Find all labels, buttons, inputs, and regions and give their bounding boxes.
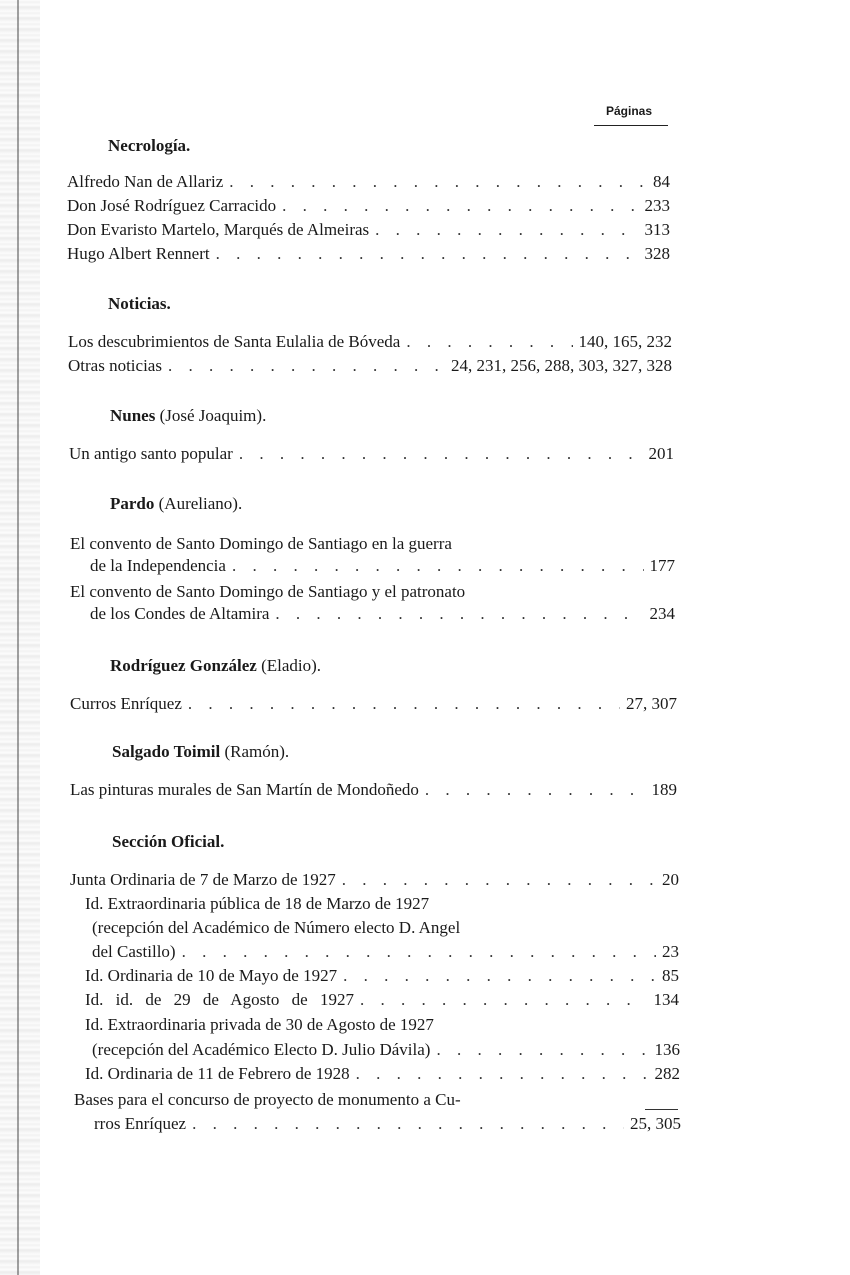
leader-dots xyxy=(425,780,646,800)
entry-title: Don Evaristo Martelo, Marqués de Almeiras xyxy=(67,220,370,239)
leader-dots xyxy=(239,444,643,464)
author-forename: (Eladio). xyxy=(261,656,322,675)
entry-title-line: Bases para el concurso de proyecto de monumento a Cu- xyxy=(74,1090,461,1109)
index-entry xyxy=(68,356,672,380)
entry-pages: 140, 165, 232 xyxy=(578,332,672,351)
section-heading-noticias xyxy=(108,294,171,314)
entry-pages: 233 xyxy=(644,196,670,215)
entry-pages: 282 xyxy=(654,1064,680,1083)
index-entry xyxy=(94,1114,681,1138)
author-heading-nunes xyxy=(110,406,266,426)
entry-title: Curros Enríquez xyxy=(70,694,182,713)
leader-dots xyxy=(343,966,656,986)
leader-dots xyxy=(229,172,647,192)
entry-pages: 24, 231, 256, 288, 303, 327, 328 xyxy=(451,356,672,375)
entry-title: de la Independencia xyxy=(90,556,226,575)
entry-pages: 328 xyxy=(644,244,670,263)
index-entry xyxy=(90,604,675,628)
heading-text: Sección Oficial. xyxy=(112,832,225,851)
entry-pages: 136 xyxy=(654,1040,680,1059)
entry-title: Alfredo Nan de Allariz xyxy=(67,172,224,191)
entry-title: rros Enríquez xyxy=(94,1114,187,1133)
index-entry xyxy=(69,444,674,468)
index-entry xyxy=(67,220,670,244)
index-entry xyxy=(90,556,675,580)
author-heading-rodriguez xyxy=(110,656,321,676)
paginas-rule xyxy=(594,125,668,126)
entry-title: Junta Ordinaria de 7 de Marzo de 1927 xyxy=(70,870,336,889)
index-entry xyxy=(70,694,677,718)
index-entry xyxy=(67,172,670,196)
author-name: Pardo xyxy=(110,494,155,513)
index-entry xyxy=(85,990,679,1014)
entry-pages: 84 xyxy=(653,172,670,191)
index-entry xyxy=(92,1040,680,1064)
entry-title: Id. id. de 29 de Agosto de 1927 xyxy=(85,990,354,1009)
leader-dots xyxy=(342,870,656,890)
index-entry xyxy=(70,870,679,894)
author-heading-salgado xyxy=(112,742,289,762)
entry-pages: 25, 305 xyxy=(630,1114,681,1133)
entry-pages: 23 xyxy=(662,942,679,961)
leader-dots xyxy=(275,604,643,624)
entry-title-line: (recepción del Académico de Número electo D. Angel xyxy=(92,918,461,937)
author-forename: (Aureliano). xyxy=(158,494,243,513)
paginas-header: Páginas xyxy=(605,104,653,118)
leader-dots xyxy=(168,356,445,376)
entry-title: Un antigo santo popular xyxy=(69,444,233,463)
leader-dots xyxy=(188,694,620,714)
entry-pages: 27, 307 xyxy=(626,694,677,713)
leader-dots xyxy=(216,244,639,264)
author-forename: (Ramón). xyxy=(224,742,290,761)
entry-title-line: Id. Extraordinaria pública de 18 de Marzo de 1927 xyxy=(85,894,430,913)
entry-pages: 20 xyxy=(662,870,679,889)
author-name: Rodríguez González xyxy=(110,656,257,675)
entry-title: Hugo Albert Rennert xyxy=(67,244,210,263)
entry-title: Los descubrimientos de Santa Eulalia de Bóveda xyxy=(68,332,401,351)
heading-text: Necrología. xyxy=(108,136,191,155)
index-entry xyxy=(67,244,670,268)
section-heading-seccion-oficial xyxy=(112,832,224,852)
leader-dots xyxy=(375,220,638,240)
index-entry xyxy=(70,780,677,804)
index-entry xyxy=(85,966,679,990)
entry-title-line: El convento de Santo Domingo de Santiago en la guerra xyxy=(70,534,452,553)
entry-pages: 189 xyxy=(651,780,677,799)
section-heading-necrologia xyxy=(108,136,190,156)
entry-pages: 177 xyxy=(649,556,675,575)
author-heading-pardo xyxy=(110,494,242,514)
author-name: Nunes xyxy=(110,406,156,425)
entry-title: Id. Ordinaria de 11 de Febrero de 1928 xyxy=(85,1064,350,1083)
heading-text: Noticias. xyxy=(108,294,171,313)
entry-title: (recepción del Académico Electo D. Julio Dávila) xyxy=(92,1040,431,1059)
leader-dots xyxy=(436,1040,648,1060)
entry-title-line: Id. Extraordinaria privada de 30 de Agosto de 1927 xyxy=(85,1015,434,1034)
entry-pages: 313 xyxy=(644,220,670,239)
binding-edge xyxy=(0,0,40,1275)
entry-title: Don José Rodríguez Carracido xyxy=(67,196,277,215)
entry-pages: 85 xyxy=(662,966,679,985)
entry-title: del Castillo) xyxy=(92,942,176,961)
leader-dots xyxy=(360,990,648,1010)
leader-dots xyxy=(232,556,644,576)
binding-line xyxy=(17,0,19,1275)
leader-dots xyxy=(406,332,572,352)
leader-dots xyxy=(356,1064,649,1084)
entry-title: de los Condes de Altamira xyxy=(90,604,270,623)
author-forename: (José Joaquim). xyxy=(159,406,267,425)
entry-pages: 134 xyxy=(653,990,679,1009)
leader-dots xyxy=(282,196,638,216)
author-name: Salgado Toimil xyxy=(112,742,221,761)
page-dash xyxy=(645,1109,678,1110)
entry-title-line: El convento de Santo Domingo de Santiago y el patronato xyxy=(70,582,466,601)
index-entry xyxy=(67,196,670,220)
index-entry xyxy=(68,332,672,356)
entry-title: Las pinturas murales de San Martín de Mondoñedo xyxy=(70,780,419,799)
leader-dots xyxy=(182,942,656,962)
entry-title: Otras noticias xyxy=(68,356,162,375)
index-entry xyxy=(92,942,679,966)
entry-pages: 201 xyxy=(648,444,674,463)
entry-pages: 234 xyxy=(649,604,675,623)
index-entry xyxy=(85,1064,680,1088)
entry-title: Id. Ordinaria de 10 de Mayo de 1927 xyxy=(85,966,338,985)
leader-dots xyxy=(192,1114,624,1134)
